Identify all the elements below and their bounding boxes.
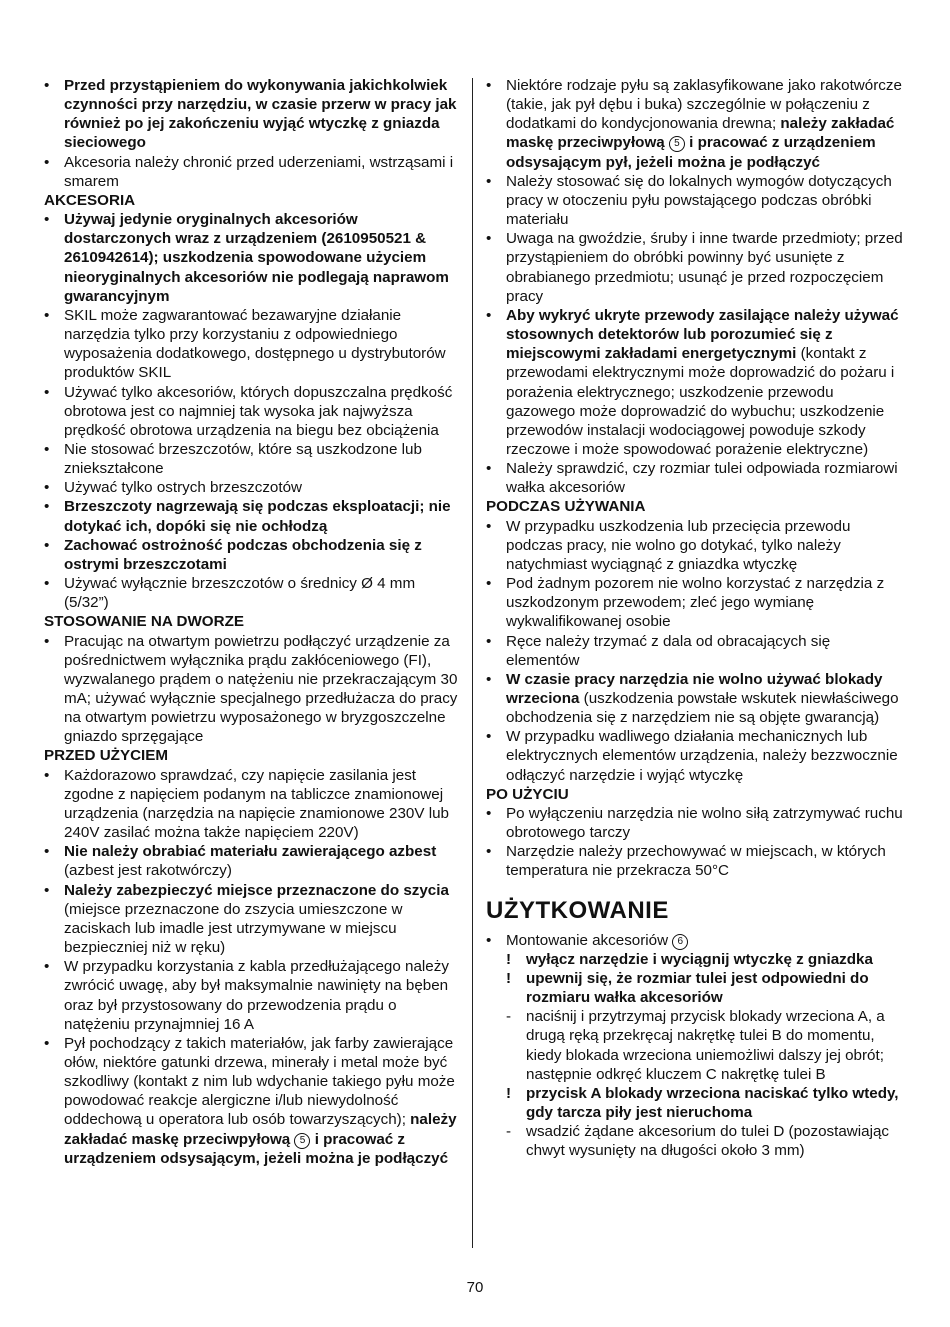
section-heading-akcesoria: AKCESORIA (44, 191, 136, 209)
right-column (486, 76, 906, 1160)
list-item: • Nie stosować brzeszczotów, które są uszkodzone lub zniekształcone (44, 440, 422, 478)
list-item: • Brzeszczoty nagrzewają się podczas eksploatacji; nie dotykać ich, dopóki się nie ochłodzą (44, 498, 451, 535)
list-item: • Aby wykryć ukryte przewody zasilające należy używać stosownych detektorów lub porozumieć się z miejscowymi zakładami energetycznymi (kontakt z przewodami elektrycznymi może doprowadzić do pożaru i porażenia elektrycznego; uszkodzenie przewodu gazowego może doprowadzić do wybuchu; uszkodzenie przewodów instalacji wodociągowej powoduje szkody rzeczowe i może spowodować porażenie elektryczne) (486, 306, 899, 458)
list-item: • Pył pochodzący z takich materiałów, jak farby zawierające ołów, niektóre gatunki drzewa, minerały i metal może być szkodliwy (kontakt z nim lub wdychanie takiego pyłu może powodować reakcje alergiczne i/lub niewydolność oddechową u operatora lub osób towarzyszących); należy zakładać maskę przeciwpyłową 5 i pracować z urządzeniem odsysającym, jeżeli można je podłączyć (44, 1034, 457, 1167)
column-divider (472, 78, 473, 1248)
list-item: • Uwaga na gwoździe, śruby i inne twarde przedmioty; przed przystąpieniem do obróbki powinny być usunięte z obrabianego przedmiotu; usunąć je przed rozpoczęciem pracy (486, 230, 903, 305)
list-item: • Nie należy obrabiać materiału zawierającego azbest (azbest jest rakotwórczy) (44, 843, 437, 880)
sub-item: ! upewnij się, że rozmiar tulei jest odpowiedni do rozmiaru wałka akcesoriów (506, 969, 869, 1007)
sub-item: ! przycisk A blokady wrzeciona naciskać tylko wtedy, gdy tarcza piły jest nieruchoma (506, 1084, 899, 1121)
list-item: • Ręce należy trzymać z dala od obracających się elementów (486, 632, 831, 669)
section-heading-dwor: STOSOWANIE NA DWORZE (44, 613, 244, 631)
sub-item: - naciśnij i przytrzymaj przycisk blokady wrzeciona A, a drugą ręką przekręcaj nakrętkę tulei B do momentu, kiedy blokada wrzeciona uniemożliwi dalszy jej obrót; następnie odkręć kluczem C nakrętkę tulei B (506, 1008, 885, 1083)
figure-ref-6: 6 (672, 934, 688, 950)
bullet: • (44, 440, 50, 458)
bullet: • (486, 804, 492, 822)
warning-mark: ! (506, 1084, 512, 1102)
figure-ref-5: 5 (294, 1133, 310, 1149)
list-item: • W przypadku wadliwego działania mechanicznych lub elektrycznych elementów urządzenia, należy bezzwocznie odłączyć narzędzie i wyjąć wtyczkę (486, 728, 898, 784)
bullet: • (44, 498, 50, 516)
bullet: • (44, 153, 50, 171)
bullet: • (44, 766, 50, 784)
dash-mark: - (506, 1008, 512, 1026)
list-item: • Pod żadnym pozorem nie wolno korzystać z narzędzia z uszkodzonym przewodem; zleć jego wymianę wykwalifikowanej osobie (486, 575, 885, 631)
bullet: • (44, 383, 50, 401)
bullet: • (44, 211, 50, 229)
figure-ref-5: 5 (669, 136, 685, 152)
list-item: • W przypadku korzystania z kabla przedłużającego należy zwrócić uwagę, aby był maksymalnie nawinięty na bęben oraz był przystosowany do przewodzenia prądu o natężeniu przynajmniej 16 A (44, 958, 449, 1033)
section-heading-podczas: PODCZAS UŻYWANIA (486, 498, 646, 516)
section-heading-po: PO UŻYCIU (486, 785, 569, 803)
bullet: • (44, 1034, 50, 1052)
list-item: • Używać tylko ostrych brzeszczotów (44, 479, 303, 497)
warning-mark: ! (506, 950, 512, 968)
list-item: • Niektóre rodzaje pyłu są zaklasyfikowane jako rakotwórcze (takie, jak pył dębu i buka) szczególnie w połączeniu z dodatkami do kondycjonowania drewna; należy zakładać maskę przeciwpyłową 5 i pracować z urządzeniem odsysającym pył, jeżeli można je podłączyć (486, 77, 902, 171)
bullet: • (486, 230, 492, 248)
bullet: • (486, 77, 492, 94)
bullet: • (44, 958, 50, 976)
bullet: • (486, 728, 492, 746)
bullet: • (44, 536, 50, 554)
bullet: • (486, 172, 492, 190)
bullet: • (486, 632, 492, 650)
bullet: • (486, 575, 492, 593)
sub-item: - wsadzić żądane akcesorium do tulei D (pozostawiając chwyt wysunięty na długości około 3 mm) (506, 1123, 889, 1160)
sub-item: ! wyłącz narzędzie i wyciągnij wtyczkę z gniazdka (506, 950, 873, 968)
list-item: • Używaj jedynie oryginalnych akcesoriów dostarczonych wraz z urządzeniem (2610950521 & 2610942614); uszkodzenia spowodowane użyciem nieoryginalnych akcesoriów nie podlegają naprawom gwarancyjnym (44, 211, 449, 305)
bullet: • (486, 670, 492, 688)
list-item: • Zachować ostrożność podczas obchodzenia się z ostrymi brzeszczotami (44, 536, 422, 573)
page-number: 70 (466, 1279, 484, 1296)
list-item: • Należy sprawdzić, czy rozmiar tulei odpowiada rozmiarowi wałka akcesoriów (486, 460, 898, 497)
left-column (44, 76, 458, 1168)
list-item: • Montowanie akcesoriów 6 (486, 931, 906, 950)
bullet: • (44, 77, 50, 94)
list-item: • Każdorazowo sprawdzać, czy napięcie zasilania jest zgodne z napięciem podanym na tabliczce znamionowej urządzenia (narzędzia na napięcie znamionowe 230V lub 240V zasilać można także napięciem 220V) (44, 766, 449, 842)
section-heading-przed: PRZED UŻYCIEM (44, 747, 169, 765)
list-item: • Narzędzie należy przechowywać w miejscach, w których temperatura nie przekracza 50°C (486, 843, 886, 880)
bullet: • (44, 881, 50, 899)
dash-mark: - (506, 1123, 512, 1141)
list-item: • Przed przystąpieniem do wykonywania jakichkolwiek czynności przy narzędziu, w czasie przerw w pracy jak również po jej zakończeniu wyjąć wtyczkę z gniazda sieciowego (44, 77, 457, 152)
bullet: • (44, 306, 50, 324)
bullet: • (44, 632, 50, 650)
list-item: • Używać tylko akcesoriów, których dopuszczalna prędkość obrotowa jest co najmniej tak wysoka jak najwyższa prędkość obrotowa urządzenia na biegu bez obciążenia (44, 383, 453, 439)
warning-mark: ! (506, 969, 512, 987)
list-item: • Używać wyłącznie brzeszczotów o średnicy Ø 4 mm (5/32”) (44, 575, 416, 612)
bullet: • (44, 479, 50, 497)
list-item: • Należy zabezpieczyć miejsce przeznaczone do szycia (miejsce przeznaczone do zszycia umieszczone w zaciskach lub imadle jest utrzymywane w miejscu bezpieczniej niż w ręku) (44, 881, 449, 957)
bullet: • (486, 460, 492, 478)
bullet: • (44, 575, 50, 593)
list-item: • W przypadku uszkodzenia lub przecięcia przewodu podczas pracy, nie wolno go dotykać, tylko należy natychmiast wyciągnąć z gniazdka wtyczkę (486, 517, 851, 573)
bullet: • (44, 843, 50, 861)
list-item: • Pracując na otwartym powietrzu podłączyć urządzenie za pośrednictwem wyłącznika prądu zakłóceniowego (FI), wyzwalanego prądem o natężeniu nie przekraczającym 30 mA; używać wyłącznie specjalnego przedłużacza do pracy na otwartym powietrzu wyposażonego w bryzgoszczelne gniazdo sprzęgające (44, 632, 458, 746)
list-item: • W czasie pracy narzędzia nie wolno używać blokady wrzeciona (uszkodzenia powstałe wskutek niewłaściwego obchodzenia się z narzędziem nie są objęte gwarancją) (486, 670, 899, 727)
bullet: • (486, 306, 492, 324)
bullet: • (486, 843, 492, 861)
list-item: • Należy stosować się do lokalnych wymogów dotyczących pracy w otoczeniu pyłu powstającego podczas obróbki materiału (486, 172, 892, 229)
bullet: • (486, 931, 492, 949)
list-item: • Po wyłączeniu narzędzia nie wolno siłą zatrzymywać ruchu obrotowego tarczy (486, 804, 903, 842)
list-item: • SKIL może zagwarantować bezawaryjne działanie narzędzia tylko przy korzystaniu z odpowiedniego wyposażenia dodatkowego, dostępnego u dystrybutorów produktów SKIL (44, 306, 446, 382)
list-item: • Akcesoria należy chronić przed uderzeniami, wstrząsami i smarem (44, 153, 454, 190)
bullet: • (486, 517, 492, 535)
section-title-uzytkowanie: UŻYTKOWANIE (486, 896, 669, 924)
